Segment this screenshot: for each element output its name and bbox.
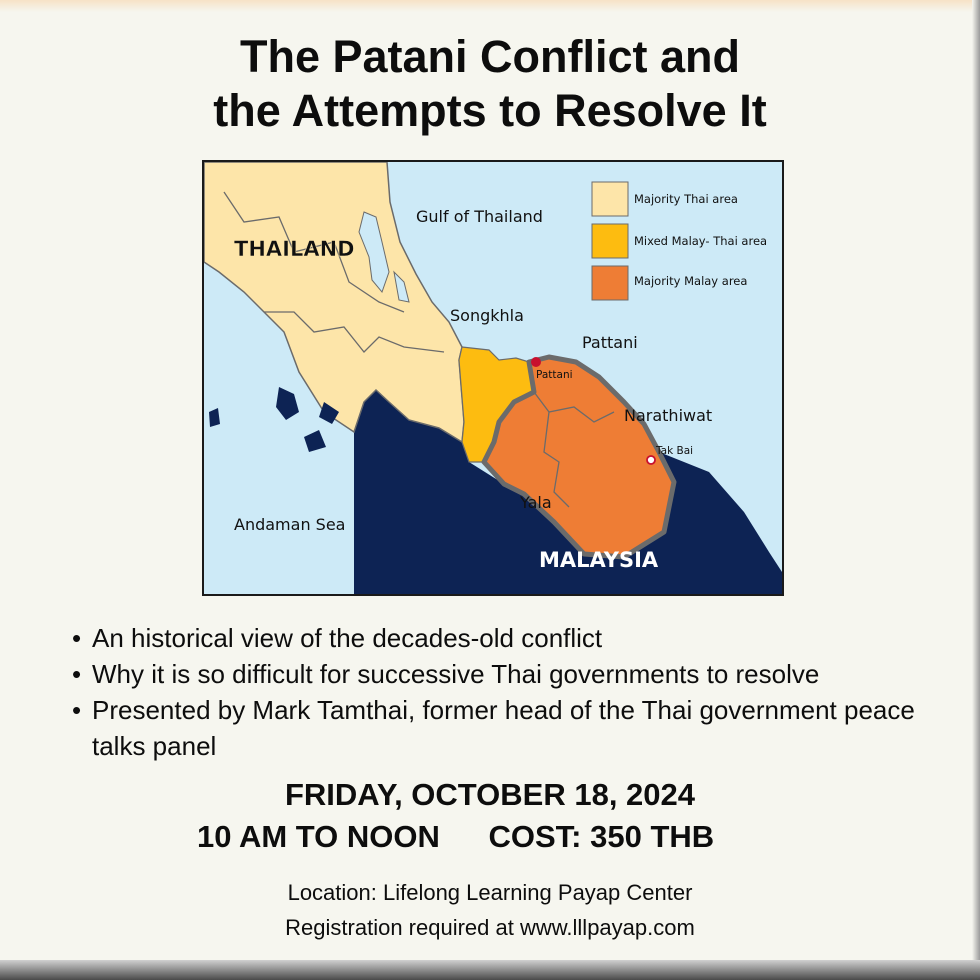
bullet-item: • Why it is so difficult for successive Thai governments to resolve: [72, 656, 962, 692]
poster-title: [0, 30, 980, 138]
label-pattani-province: Pattani: [582, 333, 638, 352]
region-map-svg: [204, 162, 782, 594]
label-songkhla: Songkhla: [450, 306, 524, 325]
title-line-1: The Patani Conflict and: [239, 31, 741, 82]
label-andaman-sea: Andaman Sea: [234, 515, 346, 534]
bottom-frame-shadow: [0, 960, 980, 980]
legend-swatch-thai: [592, 182, 628, 216]
title-line-2: the Attempts to Resolve It: [213, 85, 767, 136]
right-frame-shadow: [972, 0, 980, 980]
label-malaysia: MALAYSIA: [539, 548, 659, 572]
bullet-item: • An historical view of the decades-old conflict: [72, 620, 962, 656]
event-time-cost: [197, 819, 714, 855]
event-cost: COST: 350 THB: [488, 819, 715, 854]
bullet-item: • Presented by Mark Tamthai, former head of the Thai government peace talks panel: [72, 692, 962, 764]
event-registration: Registration required at www.lllpayap.com: [285, 915, 695, 940]
top-frame-edge: [0, 0, 980, 12]
label-narathiwat: Narathiwat: [624, 406, 713, 425]
region-map: [202, 160, 784, 596]
label-tak-bai: Tak Bai: [656, 445, 694, 457]
label-gulf-of-thailand: Gulf of Thailand: [416, 207, 543, 226]
label-pattani-city: Pattani: [536, 369, 573, 381]
legend-label-thai: Majority Thai area: [634, 192, 738, 206]
legend-swatch-mixed: [592, 224, 628, 258]
bullet-list: [72, 620, 962, 764]
label-thailand: THAILAND: [234, 237, 355, 261]
event-date: FRIDAY, OCTOBER 18, 2024: [284, 777, 696, 812]
label-yala: Yala: [520, 493, 552, 512]
legend-label-malay: Majority Malay area: [634, 274, 748, 288]
event-time: 10 AM TO NOON: [197, 819, 440, 854]
legend-swatch-malay: [592, 266, 628, 300]
event-location: Location: Lifelong Learning Payap Center: [287, 880, 693, 905]
legend-label-mixed: Mixed Malay- Thai area: [634, 234, 768, 248]
pattani-city-marker: [531, 357, 541, 367]
tak-bai-marker: [647, 456, 655, 464]
